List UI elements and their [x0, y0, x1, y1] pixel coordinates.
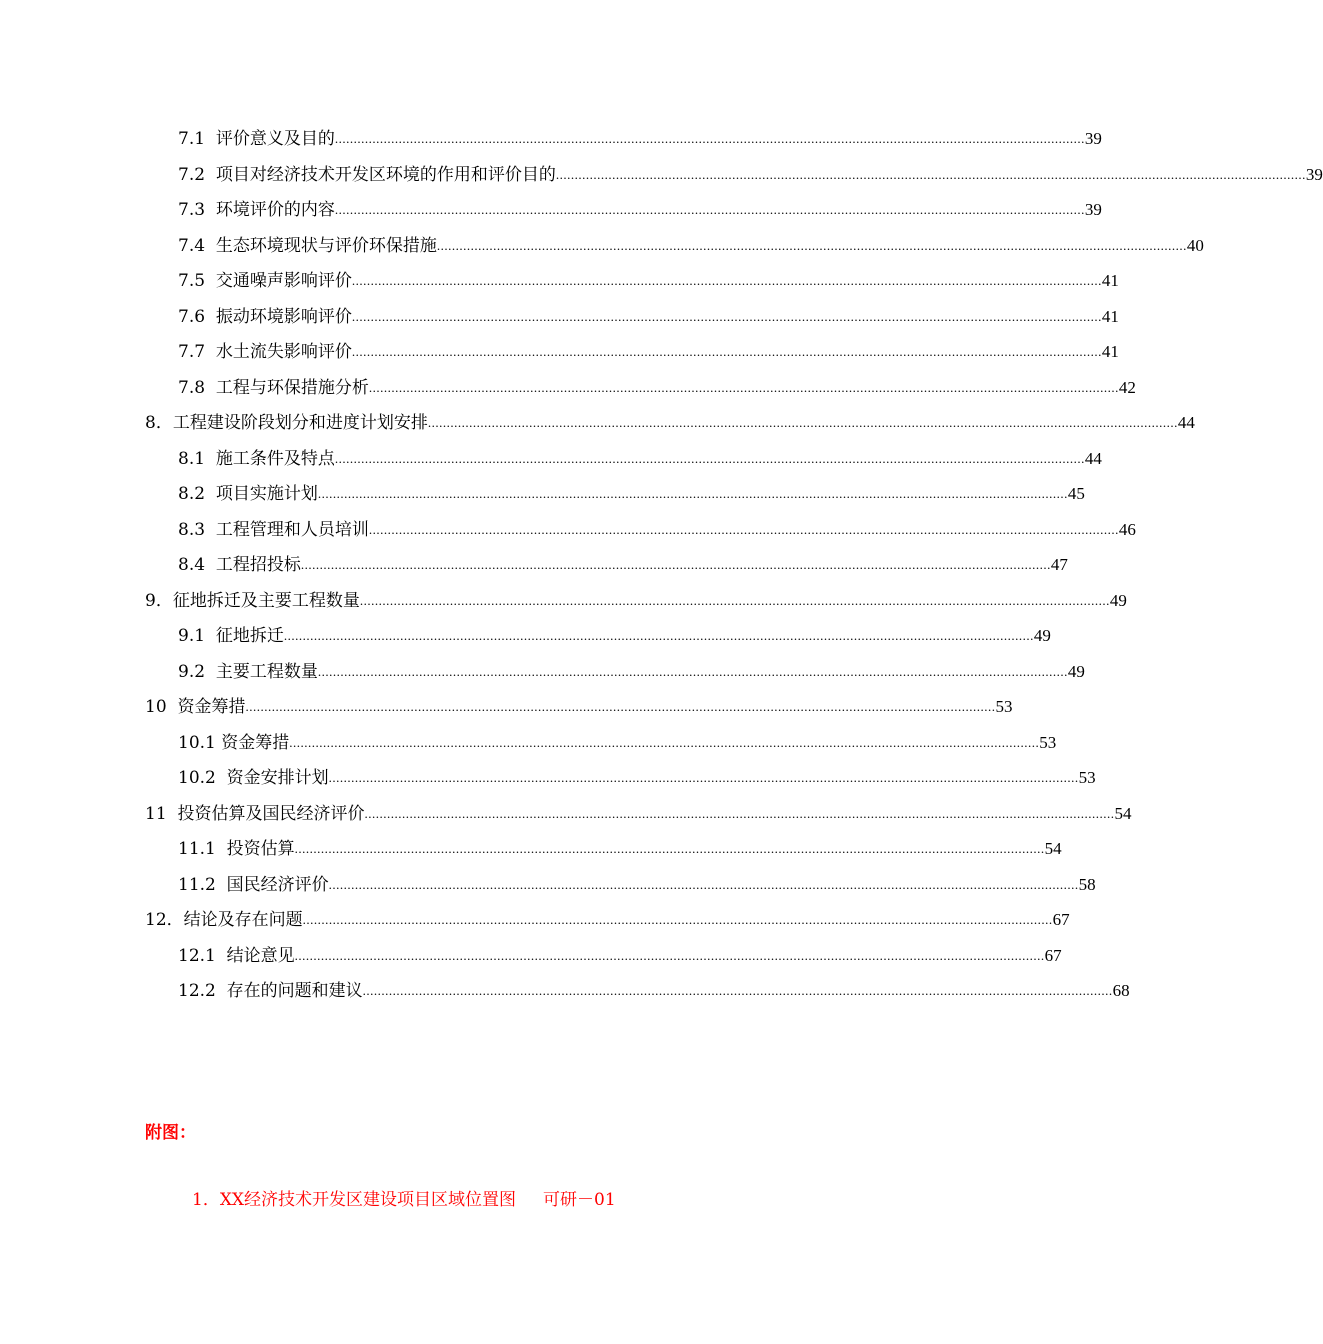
toc-entry-label: 7.7 水土流失影响评价 — [178, 342, 352, 362]
toc-leader-dots: ........................................................................................................................................................................................................ — [334, 451, 1085, 466]
toc-entry-label: 9.1 征地拆迁 — [178, 626, 284, 646]
toc-entry-label: 11.1 投资估算 — [178, 839, 295, 859]
toc-entry-label: 7.8 工程与环保措施分析 — [178, 378, 369, 398]
toc-entry-page: 54 — [1114, 804, 1132, 823]
toc-leader-dots: ........................................................................................................................................................................................................ — [289, 735, 1040, 750]
toc-entry-page: 49 — [1033, 626, 1051, 645]
toc-entry-page: 53 — [995, 697, 1013, 716]
toc-entry-label: 8.3 工程管理和人员培训 — [178, 520, 369, 540]
toc-leader-dots: ........................................................................................................................................................................................................ — [364, 806, 1115, 821]
toc-entry-page: 40 — [1186, 236, 1204, 255]
toc-entry-page: 41 — [1101, 307, 1119, 326]
toc-leader-dots: ........................................................................................................................................................................................................ — [334, 202, 1085, 217]
toc-entry-label: 10.2 资金安排计划 — [178, 768, 329, 788]
toc-entry-label: 7.4 生态环境现状与评价环保措施 — [178, 236, 437, 256]
toc-entry-page: 39 — [1084, 200, 1102, 219]
toc-leader-dots: ........................................................................................................................................................................................................ — [294, 948, 1045, 963]
toc-leader-dots: ........................................................................................................................................................................................................ — [368, 522, 1119, 537]
toc-entry[interactable] — [145, 799, 1132, 825]
toc-entry-label: 7.6 振动环境影响评价 — [178, 307, 352, 327]
toc-leader-dots: ........................................................................................................................................................................................................ — [302, 912, 1053, 927]
toc-leader-dots: ........................................................................................................................................................................................................ — [351, 344, 1102, 359]
toc-entry[interactable] — [178, 337, 1119, 363]
toc-entry-label: 9．征地拆迁及主要工程数量 — [145, 591, 360, 611]
toc-entry[interactable] — [145, 692, 1013, 718]
toc-leader-dots: ........................................................................................................................................................................................................ — [436, 238, 1187, 253]
toc-leader-dots: ........................................................................................................................................................................................................ — [328, 877, 1079, 892]
toc-entry-label: 7.3 环境评价的内容 — [178, 200, 335, 220]
toc-entry-page: 53 — [1078, 768, 1096, 787]
toc-entry[interactable] — [178, 870, 1096, 896]
toc-leader-dots: ........................................................................................................................................................................................................ — [245, 699, 996, 714]
toc-entry-page: 41 — [1101, 271, 1119, 290]
toc-leader-dots: ........................................................................................................................................................................................................ — [362, 983, 1113, 998]
annex-item: 1．XX经济技术开发区建设项目区域位置图 可研－01 — [192, 1190, 616, 1210]
toc-leader-dots: ........................................................................................................................................................................................................ — [317, 664, 1068, 679]
toc-leader-dots: ........................................................................................................................................................................................................ — [427, 415, 1178, 430]
toc-leader-dots: ........................................................................................................................................................................................................ — [294, 841, 1045, 856]
toc-entry-page: 53 — [1039, 733, 1057, 752]
toc-entry-page: 54 — [1044, 839, 1062, 858]
toc-entry-label: 7.1 评价意义及目的 — [178, 129, 335, 149]
toc-entry-label: 10.1 资金筹措 — [178, 733, 290, 753]
toc-entry[interactable] — [178, 621, 1051, 647]
toc-leader-dots: ........................................................................................................................................................................................................ — [359, 593, 1110, 608]
toc-entry-label: 12.1 结论意见 — [178, 946, 295, 966]
toc-entry[interactable] — [178, 941, 1062, 967]
toc-entry-label: 11 投资估算及国民经济评价 — [145, 804, 365, 824]
toc-entry-label: 8.1 施工条件及特点 — [178, 449, 335, 469]
toc-entry[interactable] — [178, 124, 1102, 150]
toc-leader-dots: ........................................................................................................................................................................................................ — [555, 167, 1306, 182]
toc-entry-label: 8.4 工程招投标 — [178, 555, 301, 575]
toc-leader-dots: ........................................................................................................................................................................................................ — [300, 557, 1051, 572]
toc-entry[interactable] — [178, 195, 1102, 221]
toc-entry-label: 8．工程建设阶段划分和进度计划安排 — [145, 413, 428, 433]
toc-entry[interactable] — [178, 302, 1119, 328]
toc-entry-label: 12.2 存在的问题和建议 — [178, 981, 363, 1001]
toc-entry[interactable] — [145, 408, 1195, 434]
toc-entry[interactable] — [145, 905, 1070, 931]
toc-entry[interactable] — [178, 373, 1136, 399]
toc-entry-page: 42 — [1118, 378, 1136, 397]
toc-entry-label: 12．结论及存在问题 — [145, 910, 303, 930]
toc-leader-dots: ........................................................................................................................................................................................................ — [334, 131, 1085, 146]
toc-entry[interactable] — [145, 586, 1127, 612]
toc-leader-dots: ........................................................................................................................................................................................................ — [351, 309, 1102, 324]
toc-entry[interactable] — [178, 834, 1062, 860]
toc-entry-page: 67 — [1052, 910, 1070, 929]
toc-entry[interactable] — [178, 763, 1096, 789]
toc-entry-page: 67 — [1044, 946, 1062, 965]
toc-entry-page: 68 — [1112, 981, 1130, 1000]
toc-entry[interactable] — [178, 550, 1068, 576]
toc-entry-page: 45 — [1067, 484, 1085, 503]
toc-leader-dots: ........................................................................................................................................................................................................ — [317, 486, 1068, 501]
toc-entry-label: 8.2 项目实施计划 — [178, 484, 318, 504]
toc-entry[interactable] — [178, 479, 1085, 505]
toc-entry-page: 58 — [1078, 875, 1096, 894]
toc-entry-label: 9.2 主要工程数量 — [178, 662, 318, 682]
toc-entry[interactable] — [178, 266, 1119, 292]
toc-entry-label: 7.2 项目对经济技术开发区环境的作用和评价目的 — [178, 165, 556, 185]
toc-entry-label: 7.5 交通噪声影响评价 — [178, 271, 352, 291]
toc-entry-label: 11.2 国民经济评价 — [178, 875, 329, 895]
toc-entry[interactable] — [178, 444, 1102, 470]
toc-entry[interactable] — [178, 728, 1057, 754]
toc-entry-page: 47 — [1050, 555, 1068, 574]
toc-entry-page: 41 — [1101, 342, 1119, 361]
toc-leader-dots: ........................................................................................................................................................................................................ — [328, 770, 1079, 785]
toc-entry[interactable] — [178, 515, 1136, 541]
toc-entry-label: 10 资金筹措 — [145, 697, 246, 717]
toc-entry[interactable] — [178, 657, 1085, 683]
toc-entry[interactable] — [178, 231, 1204, 257]
toc-entry-page: 49 — [1067, 662, 1085, 681]
toc-entry-page: 46 — [1118, 520, 1136, 539]
toc-entry[interactable] — [178, 976, 1130, 1002]
toc-entry-page: 44 — [1177, 413, 1195, 432]
toc-entry-page: 49 — [1109, 591, 1127, 610]
toc-leader-dots: ........................................................................................................................................................................................................ — [283, 628, 1034, 643]
toc-entry-page: 44 — [1084, 449, 1102, 468]
toc-leader-dots: ........................................................................................................................................................................................................ — [351, 273, 1102, 288]
toc-entry[interactable] — [178, 160, 1323, 186]
toc-leader-dots: ........................................................................................................................................................................................................ — [368, 380, 1119, 395]
toc-entry-page: 39 — [1305, 165, 1323, 184]
toc-entry-page: 39 — [1084, 129, 1102, 148]
annex-heading: 附图： — [145, 1123, 196, 1143]
